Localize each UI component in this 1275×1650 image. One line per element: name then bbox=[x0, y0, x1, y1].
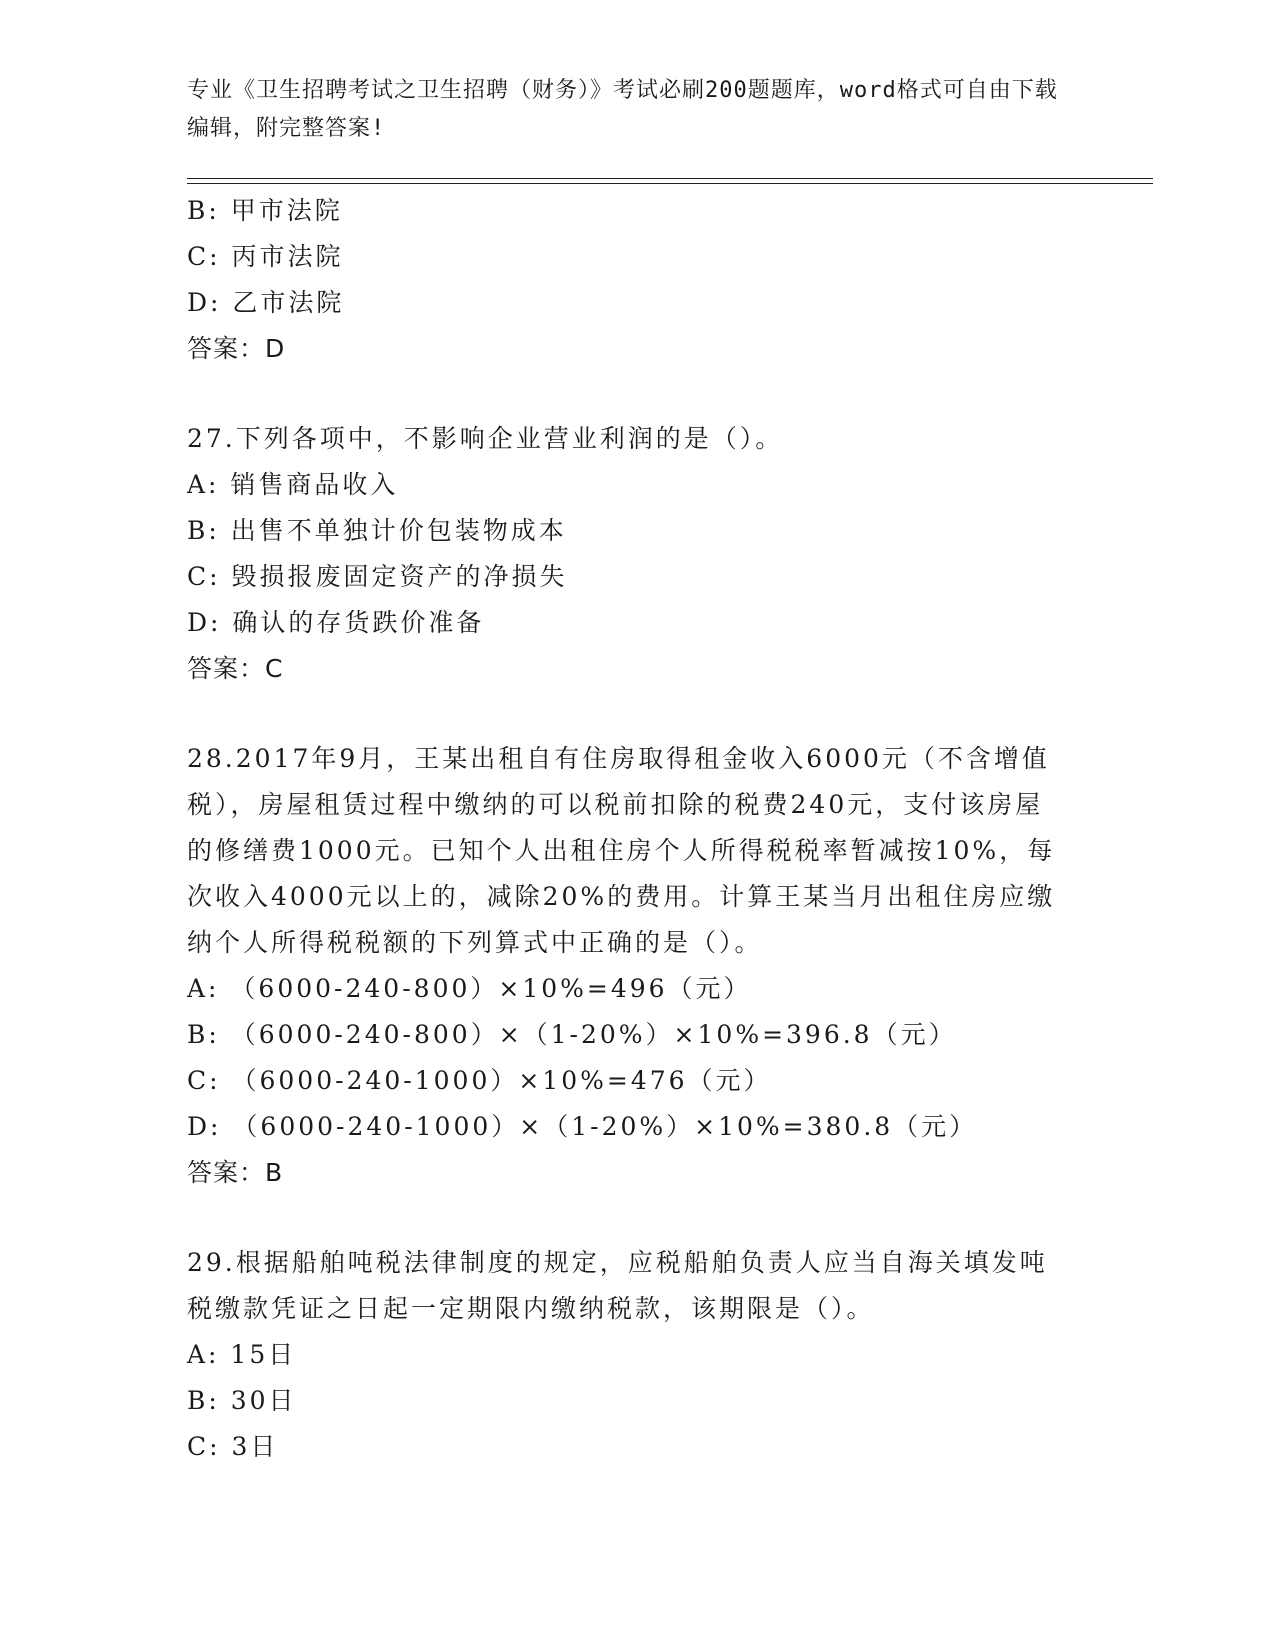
q29-option-b: B: 30日 bbox=[187, 1386, 297, 1415]
q26-option-c: C: 丙市法院 bbox=[187, 242, 344, 271]
spacer bbox=[187, 1196, 1087, 1240]
q27-option-c: C: 毁损报废固定资产的净损失 bbox=[187, 562, 568, 591]
q29-option-a: A: 15日 bbox=[187, 1340, 297, 1369]
q29-option-c: C: 3日 bbox=[187, 1432, 279, 1461]
spacer bbox=[187, 692, 1087, 736]
q26-answer: 答案：D bbox=[187, 334, 286, 363]
q26-option-d: D: 乙市法院 bbox=[187, 288, 345, 317]
q28-question: 28.2017年9月，王某出租自有住房取得租金收入6000元（不含增值税），房屋租赁过程中缴纳的可以税前扣除的税费240元，支付该房屋的修缮费1000元。已知个人出租住房个人所得税税率暂减按10%，每次收入4000元以上的，减除20%的费用。计算王某当月出租住房应缴纳个人所得税税额的下列算式中正确的是（）。 bbox=[187, 744, 1056, 957]
q28-option-a: A: （6000-240-800）×10%=496（元） bbox=[187, 974, 752, 1003]
q28-answer: 答案：B bbox=[187, 1158, 284, 1187]
header-divider-bottom bbox=[187, 183, 1153, 184]
q27-option-d: D: 确认的存货跌价准备 bbox=[187, 608, 485, 637]
q27-question: 27.下列各项中，不影响企业营业利润的是（）。 bbox=[187, 424, 784, 453]
q28-option-b: B: （6000-240-800）×（1-20%）×10%=396.8（元） bbox=[187, 1020, 957, 1049]
header-divider-top bbox=[187, 178, 1153, 179]
q29-question: 29.根据船舶吨税法律制度的规定，应税船舶负责人应当自海关填发吨税缴款凭证之日起一定期限内缴纳税款，该期限是（）。 bbox=[187, 1248, 1048, 1323]
q27-answer: 答案：C bbox=[187, 654, 284, 683]
question-list bbox=[187, 188, 1087, 1470]
q26-option-b: B: 甲市法院 bbox=[187, 196, 343, 225]
page-header: 专业《卫生招聘考试之卫生招聘（财务）》考试必刷200题题库，word格式可自由下载编辑，附完整答案! bbox=[187, 78, 1058, 141]
q27-option-b: B: 出售不单独计价包装物成本 bbox=[187, 516, 567, 545]
q28-option-d: D: （6000-240-1000）×（1-20%）×10%=380.8（元） bbox=[187, 1112, 978, 1141]
spacer bbox=[187, 372, 1087, 416]
q28-option-c: C: （6000-240-1000）×10%=476（元） bbox=[187, 1066, 772, 1095]
q27-option-a: A: 销售商品收入 bbox=[187, 470, 399, 499]
